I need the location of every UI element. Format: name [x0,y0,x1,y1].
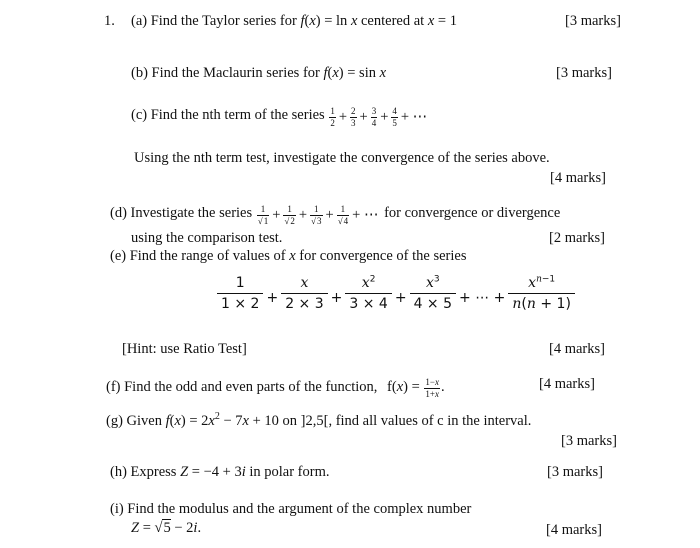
part-c-text [131,105,429,126]
part-f-function: f(x) = $\frac{1-x}{1+x}$ . [387,377,445,399]
part-f-text [106,377,445,398]
part-d-text2: using the comparison test. [131,230,283,246]
part-h-text: (h) Express Z = −4 + 3i in polar form. [110,464,330,480]
part-f-marks: [4 marks] [539,376,595,392]
part-f-label: (f) Find the odd and even parts of the function, [106,378,378,395]
part-c-series: $\frac{1}{2}$ + $\frac{2}{3}$ + $\frac{3}{4}$ + $\frac{4}{5}$ + ⋯ [330,106,428,128]
part-i-marks: [4 marks] [546,522,602,538]
part-a-marks: [3 marks] [565,13,621,29]
part-e-hint: [Hint: use Ratio Test] [122,341,247,357]
part-g-marks: [3 marks] [561,433,617,449]
part-a-text: (a) Find the Taylor series for f(x) = ln x centered at x = 1 [131,13,457,29]
part-d-text [110,203,560,224]
part-i-text: (i) Find the modulus and the argument of the complex number [110,501,472,517]
part-c-text2: Using the nth term test, investigate the convergence of the series above. [134,150,550,166]
part-c-label: (c) Find the nth term of the series [131,106,325,123]
part-e-marks: [4 marks] [549,341,605,357]
question-number: 1. [104,13,115,29]
part-b-text: (b) Find the Maclaurin series for f(x) = sin x [131,65,387,81]
part-e-text: (e) Find the range of values of x for convergence of the series [110,248,467,264]
part-i-text2: Z = √5 − 2i. [131,520,202,536]
part-d-label: (d) Investigate the series [110,204,253,221]
part-d-series: $\frac{1}{√1}$ + $\frac{1}{√2}$ + $\frac{1}{√3}$ + $\frac{1}{√4}$ + ⋯ [257,204,379,226]
part-h-marks: [3 marks] [547,464,603,480]
part-c-marks: [4 marks] [550,170,606,186]
part-b-marks: [3 marks] [556,65,612,81]
part-d-marks: [2 marks] [549,230,605,246]
part-d-text-after: for convergence or divergence [384,204,561,221]
part-g-text: (g) Given $f(x) = 2x^2 - 7x + 10$ on ]2,5[, find all values of c in the interval. [106,411,532,429]
part-e-series: $\frac{1}{1 \times 2}$ + $\frac{x}{2 \times 3}$ + $\frac{x^2}{3 \times 4}$ + $\frac{x^3}{4 \times 5}$ + ⋯ + $\frac{x^{n-1}}{n(n + 1)}$ [216,276,576,311]
